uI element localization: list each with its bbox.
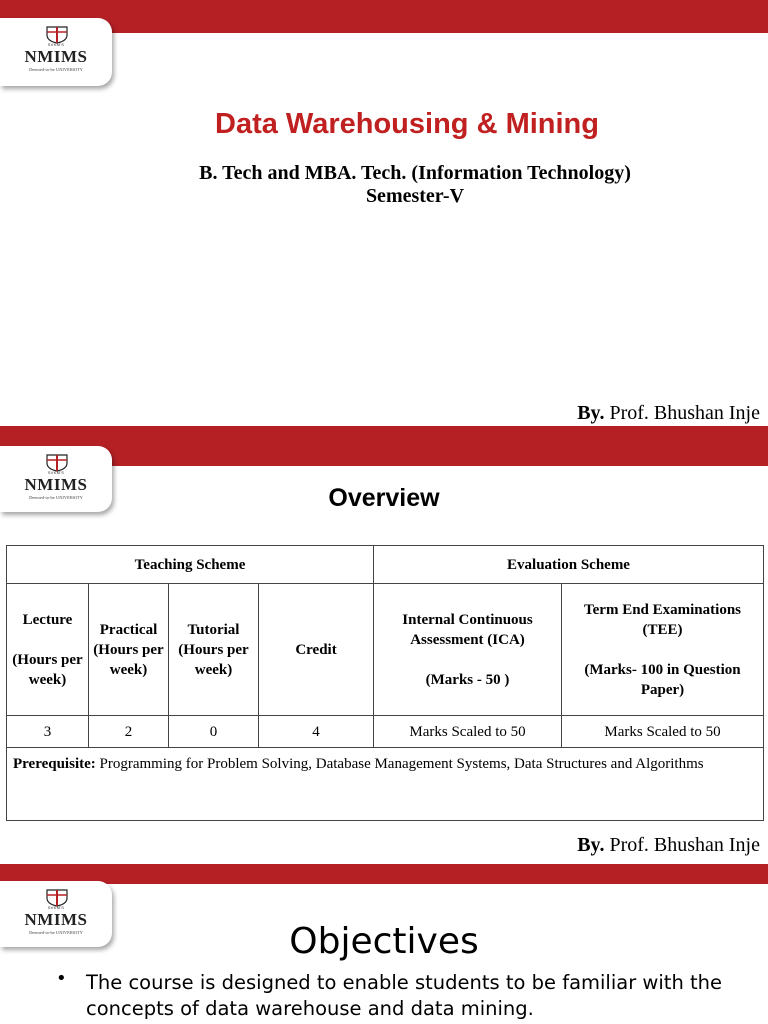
lecture-label: Lecture [22, 611, 73, 628]
lecture-value: 3 [7, 716, 89, 748]
logo-small-text: SVKM'S [47, 470, 65, 475]
tee-label: Term End Examinations (TEE) [584, 601, 741, 638]
header-band [0, 864, 768, 884]
logo-tagline: Deemed-to-be UNIVERSITY [29, 495, 83, 500]
tee-header [562, 584, 764, 716]
ica-marks: (Marks - 50 ) [425, 671, 510, 688]
prerequisite-text: Programming for Problem Solving, Database Management Systems, Data Structures and Algorithms [99, 756, 704, 772]
author-name: Prof. Bhushan Inje [609, 834, 760, 856]
tee-marks: (Marks- 100 in Question Paper) [584, 661, 741, 698]
ica-label: Internal Continuous Assessment (ICA) [402, 611, 533, 648]
ica-value: Marks Scaled to 50 [374, 716, 562, 748]
tee-value: Marks Scaled to 50 [562, 716, 764, 748]
overview-title: Overview [328, 484, 440, 512]
bullet-icon: • [56, 968, 67, 989]
subtitle-line-1: B. Tech and MBA. Tech. (Information Technology) [199, 162, 631, 184]
prerequisite-row [7, 748, 764, 821]
header-band [0, 426, 768, 466]
ica-header [374, 584, 562, 716]
logo-name: NMIMS [24, 475, 88, 494]
logo-tagline: Deemed-to-be UNIVERSITY [29, 67, 83, 72]
by-label: By. [577, 834, 605, 856]
practical-header: Practical (Hours per week) [89, 584, 169, 716]
course-subtitle [0, 162, 768, 208]
by-label: By. [577, 402, 605, 424]
author-line [577, 402, 760, 425]
nmims-logo [0, 18, 112, 86]
author-name: Prof. Bhushan Inje [609, 402, 760, 424]
slide-objectives [0, 864, 768, 1024]
prerequisite-cell [7, 748, 764, 821]
credit-value: 4 [259, 716, 374, 748]
subtitle-line-2: Semester-V [365, 185, 465, 207]
objectives-title: Objectives [289, 921, 479, 962]
tutorial-header: Tutorial (Hours per week) [169, 584, 259, 716]
lecture-unit: (Hours per week) [12, 651, 83, 688]
logo-name: NMIMS [24, 910, 88, 929]
logo-name: NMIMS [24, 47, 88, 66]
evaluation-scheme-header: Evaluation Scheme [374, 546, 764, 584]
table-header-row [7, 546, 764, 584]
practical-value: 2 [89, 716, 169, 748]
logo-small-text: SVKM'S [47, 905, 65, 910]
logo-small-text: SVKM'S [47, 42, 65, 47]
credit-header: Credit [259, 584, 374, 716]
prerequisite-label: Prerequisite: [13, 756, 96, 772]
slide-overview [0, 426, 768, 864]
author-line [577, 834, 760, 857]
objective-bullet: The course is designed to enable students to be familiar with the concepts of data warehouse and data mining. [86, 971, 723, 1020]
slide-title [0, 0, 768, 426]
table-column-row [7, 584, 764, 716]
table-row [7, 716, 764, 748]
logo-tagline: Deemed-to-be UNIVERSITY [29, 930, 83, 935]
lecture-header [7, 584, 89, 716]
teaching-scheme-header: Teaching Scheme [7, 546, 374, 584]
header-band [0, 0, 768, 33]
tutorial-value: 0 [169, 716, 259, 748]
course-title: Data Warehousing & Mining [215, 108, 599, 140]
scheme-table [6, 545, 764, 821]
